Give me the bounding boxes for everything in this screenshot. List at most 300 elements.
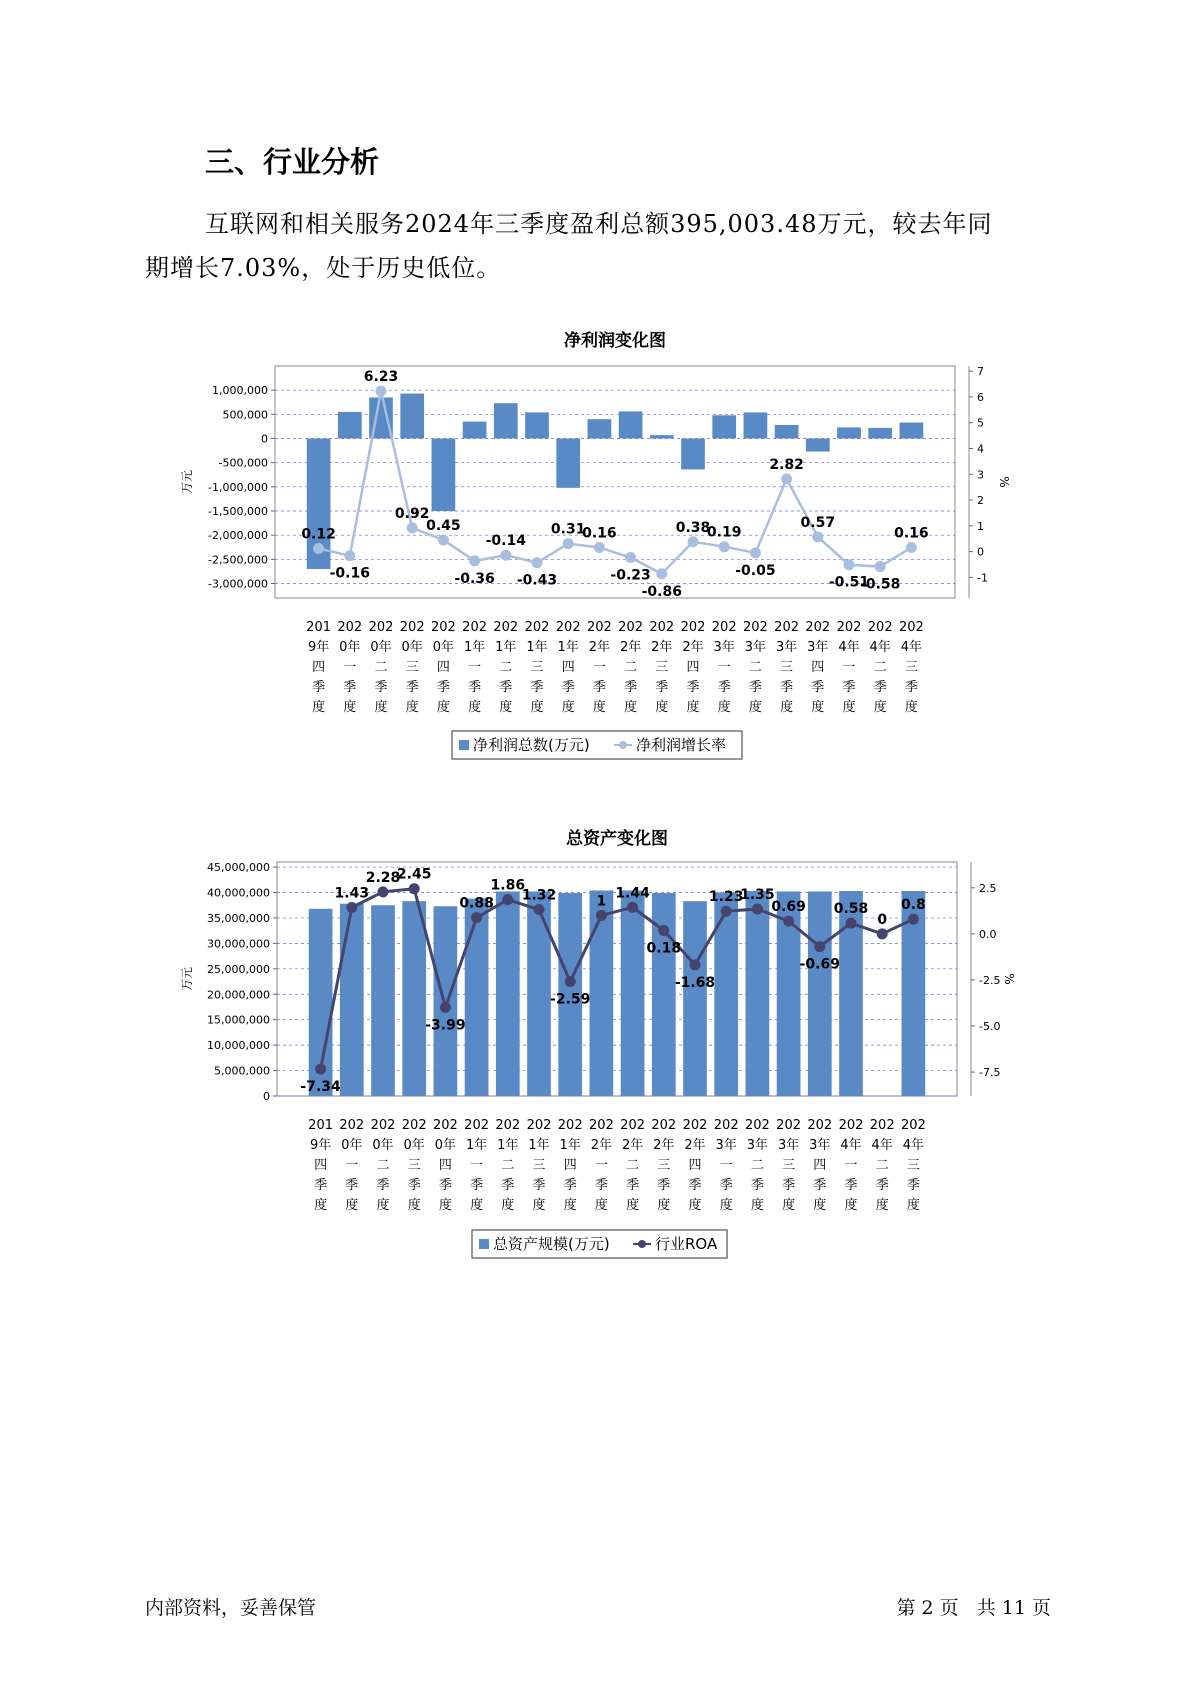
x-tick-label: 季 xyxy=(844,1178,858,1193)
x-tick-label: 202 xyxy=(836,620,862,635)
y2-tick-label: 2.5 xyxy=(979,881,997,895)
x-tick-label: 3年 xyxy=(713,640,735,655)
data-label: -0.05 xyxy=(735,562,776,579)
x-tick-label: 1年 xyxy=(465,1138,488,1153)
legend-bar-label: 净利润总数(万元) xyxy=(473,736,590,754)
x-tick-label: 202 xyxy=(524,620,550,635)
x-tick-label: 季 xyxy=(748,680,762,695)
line-point xyxy=(906,542,917,553)
bar xyxy=(432,439,456,512)
x-tick-label: 1年 xyxy=(526,640,548,655)
x-tick-label: 季 xyxy=(624,680,638,695)
x-tick-label: 季 xyxy=(468,680,482,695)
paragraph-line-1: 互联网和相关服务2024年三季度盈利总额395,003.48万元，较去年同 xyxy=(205,210,993,238)
x-tick-label: 三 xyxy=(782,1158,796,1173)
data-label: -0.51 xyxy=(828,574,870,591)
data-label: -2.59 xyxy=(550,991,591,1008)
data-label: -0.69 xyxy=(799,956,840,973)
x-tick-label: 度 xyxy=(405,700,419,715)
x-tick-label: 1年 xyxy=(559,1138,581,1153)
data-label: 1.35 xyxy=(740,886,775,903)
line-point xyxy=(846,918,857,929)
x-tick-label: 2年 xyxy=(621,1138,644,1153)
data-label: 0.88 xyxy=(459,895,494,912)
data-label: 0.18 xyxy=(646,940,682,957)
x-tick-label: 202 xyxy=(432,1118,458,1133)
x-tick-label: 季 xyxy=(780,680,794,695)
data-label: -7.34 xyxy=(300,1079,341,1096)
line-point xyxy=(812,531,823,542)
x-tick-label: 2年 xyxy=(588,640,611,655)
x-tick-label: 度 xyxy=(470,1198,484,1213)
line-point xyxy=(500,550,511,561)
x-tick-label: 202 xyxy=(649,620,675,635)
x-tick-label: 季 xyxy=(782,1178,796,1193)
data-label: -0.14 xyxy=(485,533,526,550)
x-tick-label: 季 xyxy=(657,1178,671,1193)
y2-tick-label: 7 xyxy=(977,365,984,379)
line-point xyxy=(844,559,855,570)
x-tick-label: 季 xyxy=(436,680,450,695)
x-tick-label: 一 xyxy=(343,660,357,675)
x-tick-label: 四 xyxy=(813,1158,827,1173)
x-tick-label: 季 xyxy=(374,680,388,695)
x-tick-label: 度 xyxy=(532,1198,546,1213)
x-tick-label: 202 xyxy=(462,620,488,635)
data-label: -3.99 xyxy=(425,1017,466,1034)
bar xyxy=(434,906,458,1096)
x-tick-label: 三 xyxy=(657,1158,671,1173)
x-tick-label: 四 xyxy=(686,660,700,675)
x-tick-label: 三 xyxy=(655,660,669,675)
data-label: -0.86 xyxy=(641,583,682,600)
x-tick-label: 季 xyxy=(470,1178,484,1193)
bar xyxy=(808,892,832,1096)
y-tick-label: 25,000,000 xyxy=(207,962,270,976)
x-tick-label: 3年 xyxy=(775,640,798,655)
x-tick-label: 202 xyxy=(713,1118,739,1133)
data-label: 0.57 xyxy=(800,514,836,531)
x-tick-label: 202 xyxy=(618,620,644,635)
x-tick-label: 202 xyxy=(869,1118,895,1133)
x-tick-label: 度 xyxy=(314,1198,328,1213)
data-label: 2.45 xyxy=(396,866,432,883)
bar xyxy=(338,412,362,439)
bar xyxy=(775,425,799,439)
x-tick-label: 202 xyxy=(776,1118,802,1133)
line-point xyxy=(721,906,732,917)
x-tick-label: 4年 xyxy=(838,640,860,655)
x-tick-label: 一 xyxy=(719,1158,733,1173)
x-tick-label: 2年 xyxy=(684,1138,706,1153)
x-tick-label: 202 xyxy=(620,1118,646,1133)
x-tick-label: 202 xyxy=(430,620,456,635)
x-tick-label: 2年 xyxy=(682,640,704,655)
y2-tick-label: 1 xyxy=(977,519,984,533)
x-tick-label: 0年 xyxy=(339,640,361,655)
total-assets-chart xyxy=(0,810,1191,1280)
line-point xyxy=(875,561,886,572)
bar xyxy=(868,428,892,439)
x-tick-label: 二 xyxy=(748,660,762,675)
x-tick-label: 四 xyxy=(436,660,450,675)
data-label: 1.44 xyxy=(615,885,650,902)
x-tick-label: 1年 xyxy=(495,640,517,655)
x-tick-label: 季 xyxy=(563,1178,577,1193)
legend-bar-label: 总资产规模(万元) xyxy=(493,1235,610,1253)
x-tick-label: 0年 xyxy=(432,640,455,655)
data-label: 1.23 xyxy=(708,889,744,906)
x-tick-label: 季 xyxy=(499,680,513,695)
data-label: 2.82 xyxy=(769,456,804,473)
x-tick-label: 202 xyxy=(838,1118,864,1133)
x-tick-label: 三 xyxy=(780,660,794,675)
x-tick-label: 度 xyxy=(345,1198,359,1213)
x-tick-label: 季 xyxy=(813,1178,827,1193)
x-tick-label: 季 xyxy=(407,1178,421,1193)
line-point xyxy=(313,543,324,554)
footer-page-number: 第 2 页 共 11 页 xyxy=(896,1597,1051,1619)
legend-bar-swatch xyxy=(479,1239,489,1249)
chart-title: 净利润变化图 xyxy=(564,331,666,351)
line-point xyxy=(563,538,574,549)
y2-axis-title: % xyxy=(1002,973,1016,985)
summary-paragraph xyxy=(145,202,1045,290)
y-tick-label: -2,000,000 xyxy=(208,529,268,543)
data-label: -0.23 xyxy=(610,567,651,584)
data-label: 0 xyxy=(877,911,888,928)
x-tick-label: 202 xyxy=(711,620,737,635)
x-tick-label: 202 xyxy=(493,620,519,635)
data-label: -0.43 xyxy=(516,572,558,589)
paragraph-line-2: 期增长7.03%，处于历史低位。 xyxy=(145,254,502,282)
x-tick-label: 202 xyxy=(337,620,363,635)
bar xyxy=(494,403,518,438)
x-tick-label: 季 xyxy=(717,680,731,695)
x-tick-label: 四 xyxy=(561,660,575,675)
x-tick-label: 季 xyxy=(655,680,669,695)
x-tick-label: 3年 xyxy=(744,640,767,655)
x-tick-label: 202 xyxy=(399,620,425,635)
x-tick-label: 季 xyxy=(561,680,575,695)
data-label: 0.45 xyxy=(426,518,461,534)
data-label: 0.19 xyxy=(706,524,742,541)
legend-line-label: 净利润增长率 xyxy=(636,736,727,754)
x-tick-label: 四 xyxy=(314,1158,328,1173)
x-tick-label: 202 xyxy=(526,1118,552,1133)
x-tick-label: 季 xyxy=(873,680,887,695)
x-tick-label: 度 xyxy=(782,1198,796,1213)
x-tick-label: 季 xyxy=(626,1178,640,1193)
y-tick-label: 45,000,000 xyxy=(207,861,270,875)
bar xyxy=(619,411,643,438)
x-tick-label: 3年 xyxy=(777,1138,800,1153)
bar xyxy=(837,427,861,438)
data-label: 1.43 xyxy=(334,885,370,902)
x-tick-label: 度 xyxy=(592,700,606,715)
x-tick-label: 4年 xyxy=(871,1138,893,1153)
x-tick-label: 一 xyxy=(592,660,606,675)
x-tick-label: 度 xyxy=(717,700,731,715)
x-tick-label: 二 xyxy=(626,1158,640,1173)
x-tick-label: 3年 xyxy=(715,1138,737,1153)
x-tick-label: 度 xyxy=(842,700,856,715)
x-tick-label: 0年 xyxy=(341,1138,363,1153)
bar xyxy=(525,412,549,438)
x-tick-label: 一 xyxy=(717,660,731,675)
data-label: -0.36 xyxy=(454,570,495,587)
x-tick-label: 季 xyxy=(594,1178,608,1193)
x-tick-label: 202 xyxy=(805,620,831,635)
y-tick-label: 30,000,000 xyxy=(207,937,270,951)
bar xyxy=(527,892,551,1096)
y-tick-label: 35,000,000 xyxy=(207,911,270,925)
y-axis-title: 万元 xyxy=(180,966,194,992)
x-tick-label: 4年 xyxy=(840,1138,862,1153)
x-tick-label: 季 xyxy=(686,680,700,695)
x-tick-label: 0年 xyxy=(401,640,423,655)
x-tick-label: 度 xyxy=(501,1198,515,1213)
y-tick-label: -500,000 xyxy=(218,456,268,470)
bar xyxy=(463,422,487,439)
line-point xyxy=(750,547,761,558)
x-tick-label: 季 xyxy=(592,680,606,695)
x-tick-label: 4年 xyxy=(869,640,891,655)
x-tick-label: 一 xyxy=(345,1158,359,1173)
x-tick-label: 202 xyxy=(807,1118,833,1133)
x-tick-label: 度 xyxy=(686,700,700,715)
line-point xyxy=(315,1064,326,1075)
x-tick-label: 季 xyxy=(750,1178,764,1193)
y2-tick-label: 3 xyxy=(977,468,984,482)
data-label: 0.69 xyxy=(771,899,806,916)
y2-tick-label: 5 xyxy=(977,416,984,430)
bar xyxy=(621,890,645,1096)
x-tick-label: 一 xyxy=(842,660,856,675)
line-point xyxy=(625,552,636,563)
x-tick-label: 201 xyxy=(306,620,332,635)
x-tick-label: 四 xyxy=(312,660,326,675)
data-label: -0.16 xyxy=(329,565,370,582)
x-tick-label: 季 xyxy=(811,680,825,695)
x-tick-label: 季 xyxy=(501,1178,515,1193)
x-tick-label: 3年 xyxy=(746,1138,769,1153)
x-tick-label: 度 xyxy=(750,1198,764,1213)
x-tick-label: 202 xyxy=(557,1118,583,1133)
x-tick-label: 4年 xyxy=(902,1138,925,1153)
x-tick-label: 2年 xyxy=(651,640,673,655)
line-point xyxy=(658,925,669,936)
x-tick-label: 4年 xyxy=(900,640,923,655)
line-point xyxy=(378,886,389,897)
x-tick-label: 一 xyxy=(594,1158,608,1173)
x-tick-label: 二 xyxy=(750,1158,764,1173)
data-label: 0.58 xyxy=(833,901,869,918)
x-tick-label: 0年 xyxy=(403,1138,425,1153)
x-tick-label: 202 xyxy=(682,1118,708,1133)
x-tick-label: 3年 xyxy=(809,1138,831,1153)
footer-confidential: 内部资料，妥善保管 xyxy=(145,1597,317,1619)
x-tick-label: 度 xyxy=(904,700,918,715)
line-point xyxy=(656,568,667,579)
x-tick-label: 202 xyxy=(368,620,394,635)
x-tick-label: 一 xyxy=(468,660,482,675)
legend-line-label: 行业ROA xyxy=(655,1235,718,1253)
chart-title: 总资产变化图 xyxy=(566,829,668,849)
line-point xyxy=(719,541,730,552)
x-tick-label: 四 xyxy=(438,1158,452,1173)
x-tick-label: 三 xyxy=(405,660,419,675)
x-tick-label: 三 xyxy=(532,1158,546,1173)
x-tick-label: 度 xyxy=(376,1198,390,1213)
x-tick-label: 三 xyxy=(407,1158,421,1173)
x-tick-label: 1年 xyxy=(528,1138,550,1153)
legend-bar-swatch xyxy=(459,740,469,750)
x-tick-label: 一 xyxy=(470,1158,484,1173)
bar xyxy=(465,899,489,1096)
x-tick-label: 1年 xyxy=(497,1138,519,1153)
bar xyxy=(556,439,580,488)
line-point xyxy=(752,903,763,914)
x-tick-label: 0年 xyxy=(370,640,392,655)
y2-tick-label: 2 xyxy=(977,494,984,508)
data-label: 1.32 xyxy=(521,887,557,904)
x-tick-label: 202 xyxy=(742,620,768,635)
x-tick-label: 度 xyxy=(438,1198,452,1213)
bar xyxy=(900,423,924,439)
x-tick-label: 四 xyxy=(811,660,825,675)
x-tick-label: 二 xyxy=(501,1158,515,1173)
x-tick-label: 季 xyxy=(904,680,918,695)
x-tick-label: 度 xyxy=(561,700,575,715)
bar xyxy=(340,904,364,1096)
bar xyxy=(371,905,395,1096)
y2-tick-label: -2.5 xyxy=(979,973,1001,987)
x-tick-label: 二 xyxy=(875,1158,889,1173)
line-point xyxy=(471,912,482,923)
x-tick-label: 度 xyxy=(844,1198,858,1213)
bar xyxy=(496,892,520,1096)
x-tick-label: 季 xyxy=(438,1178,452,1193)
x-tick-label: 三 xyxy=(530,660,544,675)
line-point xyxy=(376,386,387,397)
line-point xyxy=(565,976,576,987)
x-tick-label: 202 xyxy=(586,620,612,635)
y2-tick-label: -1 xyxy=(977,571,988,585)
legend-line-marker xyxy=(638,1240,646,1248)
x-tick-label: 季 xyxy=(405,680,419,695)
x-tick-label: 202 xyxy=(898,620,924,635)
x-tick-label: 度 xyxy=(407,1198,421,1213)
bar xyxy=(400,394,424,439)
x-tick-label: 度 xyxy=(688,1198,702,1213)
x-tick-label: 2年 xyxy=(619,640,642,655)
x-tick-label: 度 xyxy=(813,1198,827,1213)
line-point xyxy=(594,542,605,553)
x-tick-label: 2年 xyxy=(653,1138,675,1153)
line-point xyxy=(814,941,825,952)
line-point xyxy=(407,522,418,533)
y-tick-label: 10,000,000 xyxy=(207,1039,270,1053)
line-point xyxy=(534,904,545,915)
x-tick-label: 9年 xyxy=(307,640,330,655)
x-tick-label: 度 xyxy=(906,1198,920,1213)
line-point xyxy=(469,555,480,566)
y-tick-label: 0 xyxy=(261,432,268,446)
x-tick-label: 季 xyxy=(312,680,326,695)
y2-tick-label: 0.0 xyxy=(979,927,997,941)
line-point xyxy=(502,894,513,905)
y-tick-label: 500,000 xyxy=(222,408,268,422)
bar xyxy=(681,439,705,470)
x-tick-label: 季 xyxy=(719,1178,733,1193)
x-tick-label: 度 xyxy=(624,700,638,715)
x-tick-label: 二 xyxy=(374,660,388,675)
x-tick-label: 度 xyxy=(873,700,887,715)
x-tick-label: 202 xyxy=(867,620,893,635)
x-tick-label: 202 xyxy=(744,1118,770,1133)
line-point xyxy=(627,902,638,913)
y2-tick-label: 6 xyxy=(977,390,984,404)
x-tick-label: 202 xyxy=(495,1118,521,1133)
bar xyxy=(746,891,770,1096)
x-tick-label: 202 xyxy=(339,1118,365,1133)
y-tick-label: 5,000,000 xyxy=(214,1064,270,1078)
data-label: 0.16 xyxy=(582,525,617,542)
data-label: 0.8 xyxy=(900,897,926,914)
y2-tick-label: 4 xyxy=(977,442,984,456)
x-tick-label: 202 xyxy=(774,620,800,635)
x-tick-label: 季 xyxy=(842,680,856,695)
y-tick-label: -1,500,000 xyxy=(208,505,268,518)
x-tick-label: 1年 xyxy=(463,640,486,655)
x-tick-label: 度 xyxy=(748,700,762,715)
x-tick-label: 202 xyxy=(464,1118,490,1133)
x-tick-label: 202 xyxy=(401,1118,427,1133)
data-label: 0.31 xyxy=(550,521,586,538)
x-tick-label: 四 xyxy=(688,1158,702,1173)
y-tick-label: 15,000,000 xyxy=(207,1013,270,1027)
bar xyxy=(683,901,707,1096)
bar xyxy=(402,901,426,1096)
bar xyxy=(588,419,612,438)
x-tick-label: 202 xyxy=(588,1118,614,1133)
data-label: 0.92 xyxy=(394,505,430,522)
y-tick-label: 40,000,000 xyxy=(207,886,270,900)
x-tick-label: 0年 xyxy=(372,1138,394,1153)
line-point xyxy=(688,536,699,547)
data-label: 6.23 xyxy=(363,369,399,386)
x-tick-label: 度 xyxy=(436,700,450,715)
data-label: 0.16 xyxy=(894,525,929,542)
y2-tick-label: -5.0 xyxy=(979,1019,1001,1033)
bar xyxy=(712,415,736,438)
y2-tick-label: 0 xyxy=(977,545,984,559)
x-tick-label: 度 xyxy=(594,1198,608,1213)
line-point xyxy=(532,557,543,568)
x-tick-label: 202 xyxy=(900,1118,926,1133)
data-label: -1.68 xyxy=(674,974,716,991)
x-tick-label: 度 xyxy=(530,700,544,715)
y-tick-label: -2,500,000 xyxy=(208,553,268,567)
bar xyxy=(744,412,768,438)
x-tick-label: 3年 xyxy=(807,640,829,655)
x-tick-label: 三 xyxy=(904,660,918,675)
line-point xyxy=(908,914,919,925)
x-tick-label: 0年 xyxy=(434,1138,457,1153)
x-tick-label: 度 xyxy=(468,700,482,715)
line-point xyxy=(781,473,792,484)
